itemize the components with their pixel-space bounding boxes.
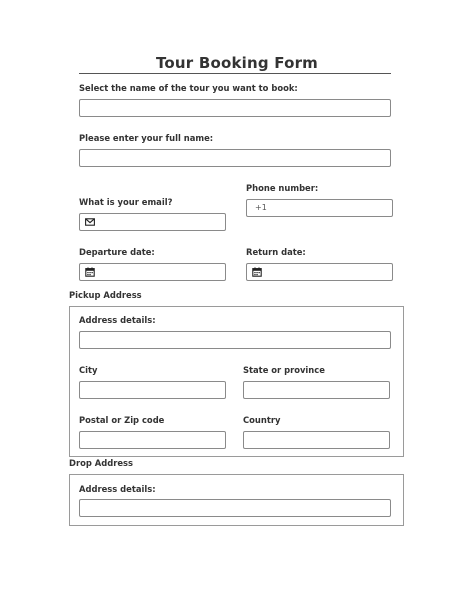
tour-name-input[interactable]: [79, 99, 391, 117]
return-date-input[interactable]: [246, 263, 393, 281]
pickup-postal-label: Postal or Zip code: [79, 415, 165, 425]
calendar-icon: [85, 267, 95, 277]
pickup-postal-input[interactable]: [79, 431, 226, 449]
pickup-city-label: City: [79, 365, 98, 375]
mail-icon: [85, 217, 95, 227]
email-input[interactable]: [79, 213, 226, 231]
pickup-address-heading: Pickup Address: [69, 290, 142, 300]
pickup-address-label: Address details:: [79, 315, 156, 325]
pickup-state-input[interactable]: [243, 381, 390, 399]
departure-date-input[interactable]: [79, 263, 226, 281]
pickup-country-input[interactable]: [243, 431, 390, 449]
departure-date-label: Departure date:: [79, 247, 155, 257]
phone-label: Phone number:: [246, 183, 319, 193]
pickup-state-label: State or province: [243, 365, 325, 375]
pickup-country-label: Country: [243, 415, 281, 425]
full-name-input[interactable]: [79, 149, 391, 167]
email-label: What is your email?: [79, 197, 173, 207]
drop-address-heading: Drop Address: [69, 458, 133, 468]
full-name-label: Please enter your full name:: [79, 133, 214, 143]
calendar-icon: [252, 267, 262, 277]
title-divider: [79, 73, 391, 74]
pickup-city-input[interactable]: [79, 381, 226, 399]
drop-address-label: Address details:: [79, 484, 156, 494]
phone-prefix: +1: [255, 203, 267, 212]
drop-address-input[interactable]: [79, 499, 391, 517]
phone-input[interactable]: [246, 199, 393, 217]
tour-name-label: Select the name of the tour you want to book:: [79, 83, 298, 93]
form-title: Tour Booking Form: [155, 54, 318, 72]
return-date-label: Return date:: [246, 247, 306, 257]
pickup-address-input[interactable]: [79, 331, 391, 349]
